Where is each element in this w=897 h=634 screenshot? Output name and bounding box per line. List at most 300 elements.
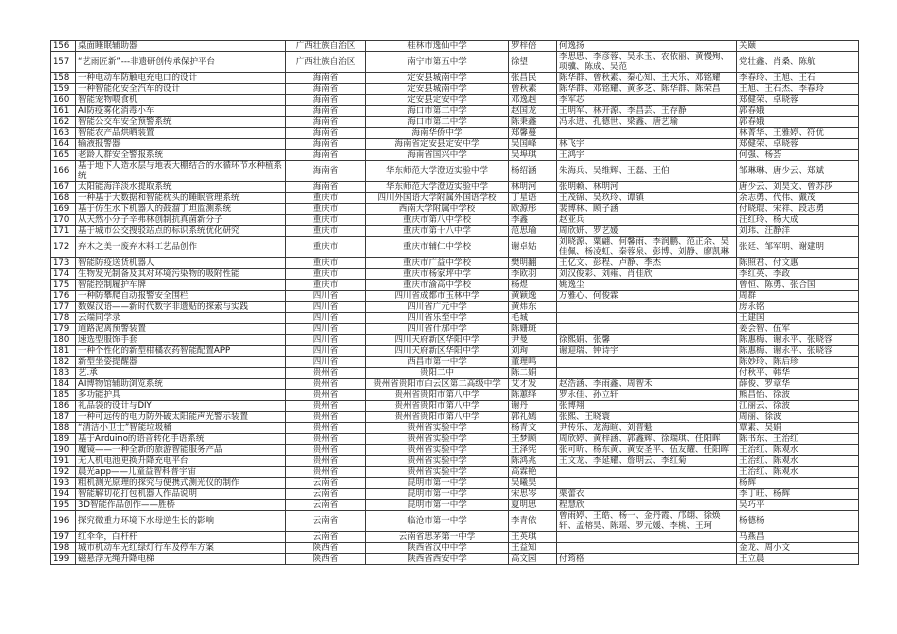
cell-members: 程慧欣 [557,500,737,511]
cell-no: 187 [51,412,76,423]
cell-school: 海口市第二中学 [366,117,509,128]
cell-province: 贵州省 [286,434,366,445]
cell-student: 范思瑜 [509,226,557,237]
table-row [51,139,859,150]
table-row [51,357,859,368]
cell-province: 云南省 [286,532,366,543]
cell-title: 从天然小分子辛弗林创制抗真菌新分子 [76,215,286,226]
table-row [51,390,859,401]
cell-advisors: 周群 [737,291,859,302]
cell-advisors: 曾恒、陈勇、张合国 [737,280,859,291]
cell-school: 贵州省实验中学 [366,423,509,434]
cell-advisors: 周丽、徐波 [737,412,859,423]
cell-school: 西昌市第一中学 [366,357,509,368]
cell-student: 杨青文 [509,423,557,434]
cell-title: 智能解切花打包机器人作品说明 [76,489,286,500]
cell-school: 陕西省西安中学 [366,554,509,565]
cell-advisors: 覃素、吴娟 [737,423,859,434]
table-row [51,324,859,335]
cell-province: 海南省 [286,84,366,95]
cell-province: 海南省 [286,106,366,117]
cell-province: 重庆市 [286,258,366,269]
cell-student: 陈姗斑 [509,324,557,335]
cell-school: 四川天府新区华阳中学 [366,346,509,357]
cell-school: 定安县定安中学 [366,95,509,106]
cell-school: 南宁市第五中学 [366,52,509,73]
cell-province: 贵州省 [286,456,366,467]
award-list-sheet [50,40,858,565]
cell-student: 杨绍涵 [509,161,557,182]
cell-no: 166 [51,161,76,182]
cell-no: 196 [51,511,76,532]
cell-members: 王亿文、彭程、卢静、季杰 [557,258,737,269]
cell-no: 161 [51,106,76,117]
cell-school: 海南省国兴中学 [366,150,509,161]
cell-student: 曾秋素 [509,84,557,95]
cell-school: 贵州省实验中学 [366,434,509,445]
cell-title: 一种智能化安全汽车的设计 [76,84,286,95]
table-row [51,368,859,379]
cell-school: 贵州省贵阳市第八中学 [366,401,509,412]
cell-title: “艺雨匠新”---非遗研创传承保护平台 [76,52,286,73]
cell-student: 谢丹 [509,401,557,412]
table-row [51,456,859,467]
table-row [51,500,859,511]
cell-school: 定安县城南中学 [366,84,509,95]
cell-province: 重庆市 [286,204,366,215]
cell-advisors: 付晓琨、宋祥、段志勇 [737,204,859,215]
cell-members: 冯永进、孔德世、梁鑫、唐艺瑜 [557,117,737,128]
cell-title: 一种可远传的电力防外破太阳能声光警示装置 [76,412,286,423]
cell-advisors: 王治红、陈观水 [737,456,859,467]
cell-student: 艾才发 [509,379,557,390]
cell-members [557,467,737,478]
cell-no: 190 [51,445,76,456]
table-row [51,346,859,357]
cell-members: 张可昕、杨东黄、黄安圣平、伍友耀、任阳晖 [557,445,737,456]
cell-no: 179 [51,324,76,335]
cell-school: 重庆市第八中学校 [366,215,509,226]
cell-province: 重庆市 [286,193,366,204]
cell-student: 王益知 [509,543,557,554]
table-row [51,401,859,412]
table-row [51,204,859,215]
cell-advisors: 陈惠梅、谢永平、张晓容 [737,346,859,357]
cell-no: 184 [51,379,76,390]
cell-province: 云南省 [286,489,366,500]
cell-advisors: 杨德杨 [737,511,859,532]
cell-members: 林飞宇 [557,139,737,150]
table-row [51,554,859,565]
cell-province: 贵州省 [286,379,366,390]
cell-school: 重庆市杨家坪中学 [366,269,509,280]
cell-title: AI防疫雾化消毒小车 [76,106,286,117]
cell-student: 毛城 [509,313,557,324]
cell-members: 谢迎瑞、钟诗宇 [557,346,737,357]
cell-title: 老龄人群安全警报系统 [76,150,286,161]
cell-school: 四川天府新区华阳中学 [366,335,509,346]
cell-advisors: 王建国 [737,313,859,324]
cell-members: 尹传乐、龙海暄、刘晋魁 [557,423,737,434]
cell-title: 速选型服饰手套 [76,335,286,346]
cell-province: 四川省 [286,335,366,346]
cell-advisors: 王治红、陈观水 [737,467,859,478]
cell-province: 重庆市 [286,280,366,291]
cell-student: 邓逸赳 [509,95,557,106]
table-row [51,84,859,95]
cell-advisors: 房永铭 [737,302,859,313]
cell-no: 191 [51,456,76,467]
cell-school: 重庆市第十八中学 [366,226,509,237]
cell-no: 175 [51,280,76,291]
cell-title: 智能宠物喂食机 [76,95,286,106]
cell-no: 157 [51,52,76,73]
cell-advisors: 陈书东、王治红 [737,434,859,445]
cell-members: 栗蕾衣 [557,489,737,500]
cell-title: 礼品袋的设计与DIY [76,401,286,412]
cell-student: 吴曦昊 [509,478,557,489]
cell-province: 贵州省 [286,412,366,423]
cell-province: 重庆市 [286,226,366,237]
cell-student: 王泽宪 [509,445,557,456]
cell-school: 四川省乐至中学 [366,313,509,324]
cell-no: 165 [51,150,76,161]
cell-no: 181 [51,346,76,357]
cell-title: 探究微重力环境下水母逆生长的影响 [76,511,286,532]
cell-advisors: 郭春娥 [737,106,859,117]
cell-no: 158 [51,73,76,84]
table-body [51,41,859,565]
table-row [51,226,859,237]
cell-members [557,128,737,139]
cell-no: 169 [51,204,76,215]
cell-province: 陕西省 [286,543,366,554]
cell-members: 张明赖、林明河 [557,182,737,193]
cell-members: 周欣妍、罗艺媛 [557,226,737,237]
cell-members: 李军芯 [557,95,737,106]
cell-province: 海南省 [286,128,366,139]
cell-members: 李思思、李彦蓉、吴永玉、农依丽、黄慢殉、项骥、陈成、吴范 [557,52,737,73]
cell-student: 陈蕙绎 [509,390,557,401]
cell-title: AI博物馆辅助浏览系统 [76,379,286,390]
cell-student: 谢卓姑 [509,237,557,258]
cell-no: 197 [51,532,76,543]
cell-school: 贵州省贵阳市第八中学 [366,412,509,423]
cell-province: 四川省 [286,346,366,357]
cell-school: 海南省定安县定安中学 [366,139,509,150]
table-row [51,280,859,291]
cell-members: 陈华群、邓铭耀、黄多芝、陈华群、陈荣昌 [557,84,737,95]
cell-title: 生物发光制备及其对环境污染物的吸附性能 [76,269,286,280]
cell-no: 192 [51,467,76,478]
cell-school: 云南省思茅第一中学 [366,532,509,543]
cell-no: 177 [51,302,76,313]
cell-no: 164 [51,139,76,150]
cell-student: 赵国龙 [509,106,557,117]
cell-student: 高文园 [509,554,557,565]
cell-advisors: 汪红玲、杨大成 [737,215,859,226]
cell-title: 智能公交车安全预警系统 [76,117,286,128]
cell-no: 176 [51,291,76,302]
cell-province: 贵州省 [286,467,366,478]
cell-title: 弃木之美一废弃木料工艺品创作 [76,237,286,258]
cell-student: 刘珣 [509,346,557,357]
cell-advisors: 李红英、李政 [737,269,859,280]
cell-school: 重庆市广益中学校 [366,258,509,269]
cell-province: 四川省 [286,313,366,324]
cell-title: 无人机电池更换升降充电平台 [76,456,286,467]
table-row [51,489,859,500]
cell-members: 万雅心、何俊霖 [557,291,737,302]
cell-members [557,324,737,335]
cell-title: 一种电动车防触电充电口的设计 [76,73,286,84]
cell-title: 一种个性化的新型柑橘农药智能配置APP [76,346,286,357]
cell-title: 智能农产品烘晒装置 [76,128,286,139]
table-row [51,52,859,73]
cell-members: 徐熙娟、张馨 [557,335,737,346]
cell-advisors: 李丁旺、杨辉 [737,489,859,500]
cell-members [557,543,737,554]
cell-no: 183 [51,368,76,379]
table-row [51,73,859,84]
cell-school: 四川外国语大学附属外国语学校 [366,193,509,204]
cell-no: 160 [51,95,76,106]
cell-no: 188 [51,423,76,434]
table-row [51,117,859,128]
cell-advisors: 陈妙玲、陈后珍 [737,357,859,368]
cell-province: 重庆市 [286,215,366,226]
cell-school: 贵州省贵阳市第八中学 [366,390,509,401]
cell-advisors: 陈惠梅、谢永平、张晓容 [737,335,859,346]
cell-no: 168 [51,193,76,204]
table-row [51,150,859,161]
cell-title: 智能防疫送货机器人 [76,258,286,269]
cell-title: 3D智能作品创作——胜桥 [76,500,286,511]
cell-advisors: 马燕昌 [737,532,859,543]
cell-province: 广西壮族自治区 [286,52,366,73]
cell-advisors: 江丽云、徐波 [737,401,859,412]
table-row [51,106,859,117]
cell-title: 基于地下人造水层与地表大棚结合的水循环节水种植系统 [76,161,286,182]
cell-no: 171 [51,226,76,237]
cell-no: 163 [51,128,76,139]
cell-title: 数媒汉语——新时代数字非遗贴的探索与实践 [76,302,286,313]
cell-student: 丁星语 [509,193,557,204]
cell-school: 西南大学附属中学校 [366,204,509,215]
cell-province: 贵州省 [286,445,366,456]
cell-advisors: 陈照君、付文惠 [737,258,859,269]
cell-province: 贵州省 [286,401,366,412]
cell-student: 李鑫 [509,215,557,226]
cell-province: 重庆市 [286,269,366,280]
cell-members: 王文龙、李延耀、詹明云、李红菊 [557,456,737,467]
table-row [51,161,859,182]
cell-no: 182 [51,357,76,368]
cell-school: 桂林市逸仙中学 [366,41,509,52]
cell-advisors: 张廷、邹军明、谢建明 [737,237,859,258]
cell-no: 178 [51,313,76,324]
cell-title: 云端同学录 [76,313,286,324]
cell-province: 海南省 [286,95,366,106]
cell-student: 董理鸣 [509,357,557,368]
cell-members: 赵亚兵 [557,215,737,226]
cell-school: 四川省广元中学 [366,302,509,313]
cell-province: 陕西省 [286,554,366,565]
cell-province: 广西壮族自治区 [286,41,366,52]
table-row [51,434,859,445]
cell-no: 162 [51,117,76,128]
cell-members: 姚逸尘 [557,280,737,291]
cell-student: 王梦顾 [509,434,557,445]
table-row [51,313,859,324]
cell-members: 裴博林、顾子涵 [557,204,737,215]
cell-advisors: 刘玮、汪静洋 [737,226,859,237]
cell-title: 粗机测光原理的探究与便携式测光仪的制作 [76,478,286,489]
table-row [51,478,859,489]
cell-title: 基于Arduino的语音转化手语系统 [76,434,286,445]
cell-no: 193 [51,478,76,489]
cell-advisors: 党壮鑫、肖桑、陈航 [737,52,859,73]
cell-province: 贵州省 [286,390,366,401]
cell-title: 城市机动车无红绿灯行车及停车方案 [76,543,286,554]
cell-members [557,357,737,368]
table-row [51,193,859,204]
cell-members: 张博翔 [557,401,737,412]
cell-student: 罗梓倍 [509,41,557,52]
cell-province: 四川省 [286,357,366,368]
cell-no: 167 [51,182,76,193]
cell-members: 罗永佳、孙立轩 [557,390,737,401]
table-row [51,215,859,226]
table-row [51,128,859,139]
cell-student: 吴国峰 [509,139,557,150]
cell-advisors: 付秋平、韩华 [737,368,859,379]
cell-province: 四川省 [286,302,366,313]
cell-members [557,532,737,543]
cell-province: 四川省 [286,324,366,335]
cell-title: 基于仿生水下机器人的鼓溜丁坦监测系统 [76,204,286,215]
cell-title: 一种防攀爬自动报警安全围栏 [76,291,286,302]
cell-school: 定安县城南中学 [366,73,509,84]
cell-student: 郑馨蔓 [509,128,557,139]
cell-school: 临沧市第一中学 [366,511,509,532]
cell-advisors: 熊昌怡、徐波 [737,390,859,401]
cell-advisors: 薛俊、罗章华 [737,379,859,390]
table-row [51,269,859,280]
cell-student: 吴埠琪 [509,150,557,161]
cell-province: 云南省 [286,511,366,532]
cell-advisors: 郭春娥 [737,117,859,128]
cell-school: 贵州省实验中学 [366,456,509,467]
table-row [51,41,859,52]
cell-student: 黄颖逸 [509,291,557,302]
cell-title: 磁悬浮无绳升降电梯 [76,554,286,565]
cell-student: 林明河 [509,182,557,193]
cell-no: 170 [51,215,76,226]
table-row [51,95,859,106]
cell-advisors: 林菁华、王雅婷、符优 [737,128,859,139]
cell-no: 199 [51,554,76,565]
cell-student: 夏明思 [509,500,557,511]
cell-student: 杨煜 [509,280,557,291]
cell-members [557,478,737,489]
table-row [51,379,859,390]
cell-no: 172 [51,237,76,258]
cell-school: 陕西省汉中中学 [366,543,509,554]
cell-province: 海南省 [286,73,366,84]
cell-no: 174 [51,269,76,280]
cell-student: 樊明翻 [509,258,557,269]
cell-student: 张昌民 [509,73,557,84]
cell-no: 156 [51,41,76,52]
cell-no: 180 [51,335,76,346]
cell-student: 郭礼嫣 [509,412,557,423]
cell-student: 欧源彤 [509,204,557,215]
table-row [51,412,859,423]
cell-title: 一种基于大数据和智能枕头的睡眠管理系统 [76,193,286,204]
cell-student: 高霖艳 [509,467,557,478]
cell-members [557,313,737,324]
cell-no: 198 [51,543,76,554]
cell-student: 宋思岑 [509,489,557,500]
cell-advisors: 关颐 [737,41,859,52]
cell-school: 海口市第二中学 [366,106,509,117]
cell-advisors: 王旭、王石杰、李春玲 [737,84,859,95]
table-row [51,532,859,543]
cell-advisors: 郑健荣、卓晓蓉 [737,95,859,106]
cell-school: 昆明市第一中学 [366,489,509,500]
table-row [51,335,859,346]
cell-members [557,368,737,379]
cell-school: 贵州省实验中学 [366,467,509,478]
cell-school: 海南华侨中学 [366,128,509,139]
cell-title: 输液报警器 [76,139,286,150]
cell-advisors: 杨辉 [737,478,859,489]
cell-members: 何逸扬 [557,41,737,52]
cell-title: 艺.承 [76,368,286,379]
cell-advisors: 余志勇、代伟、戴茂 [737,193,859,204]
cell-members: 王鸿宇 [557,150,737,161]
cell-members: 付筠格 [557,554,737,565]
cell-no: 159 [51,84,76,95]
cell-title: 基于城市公交搜驳站点的标识系统优化研究 [76,226,286,237]
cell-advisors: 邹琳琳、唐少云、郑斌 [737,161,859,182]
cell-province: 云南省 [286,500,366,511]
cell-members: 王明军、林开源、李昌芸、王存静 [557,106,737,117]
cell-school: 昆明市第一中学 [366,500,509,511]
cell-province: 海南省 [286,150,366,161]
cell-title: 魔镜——一种全新的旅游智能服务产品 [76,445,286,456]
cell-title: 智能控制履护车牌 [76,280,286,291]
cell-no: 186 [51,401,76,412]
table-row [51,182,859,193]
cell-student: 黄炜东 [509,302,557,313]
cell-advisors: 唐少云、刘昊文、曾苏莎 [737,182,859,193]
cell-no: 189 [51,434,76,445]
table-row [51,423,859,434]
cell-members: 刘晓源、粟翩、何馨雨、李润鹏、范正余、吴佳佩、杨凌虹、秦蓉泉、彭博、刘静、廖凯琳 [557,237,737,258]
cell-student: 陈秉鑫 [509,117,557,128]
cell-school: 重庆市渝高中学校 [366,280,509,291]
cell-student: 徐望 [509,52,557,73]
cell-no: 185 [51,390,76,401]
cell-student: 尹曼 [509,335,557,346]
cell-province: 云南省 [286,478,366,489]
cell-advisors: 郑健荣、卓晓蓉 [737,139,859,150]
table-row [51,302,859,313]
cell-student: 陈鸿兆 [509,456,557,467]
cell-advisors: 吴巧平 [737,500,859,511]
